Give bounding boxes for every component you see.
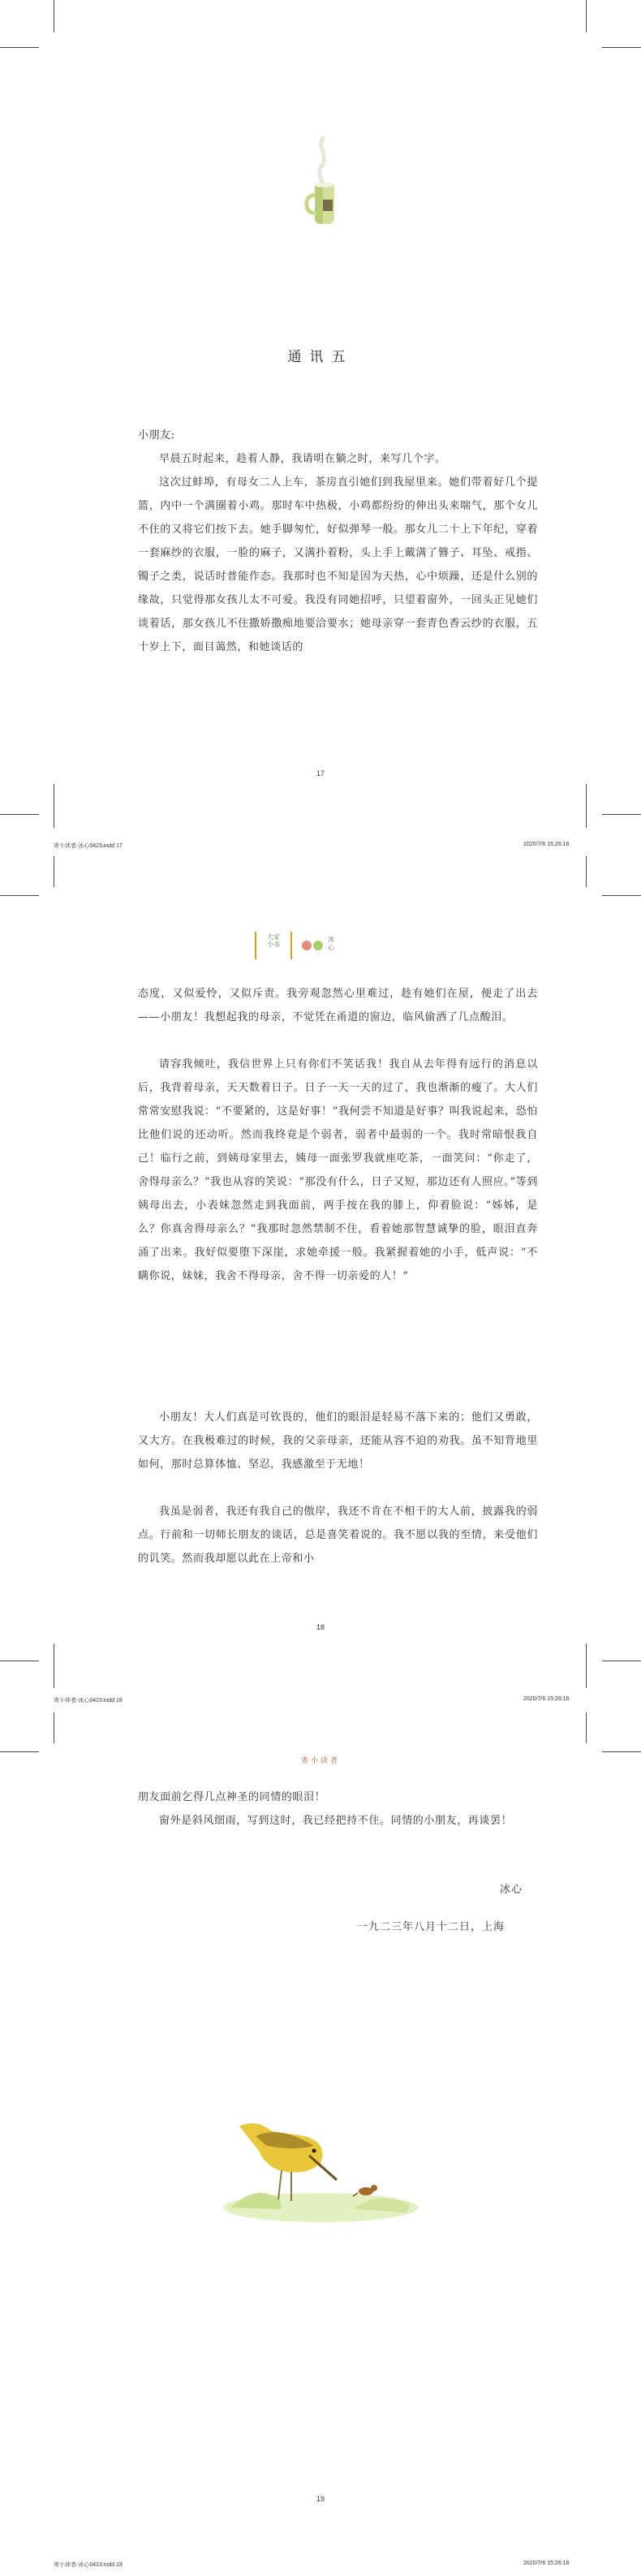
date-place: 一九二三年八月十二日，上海: [357, 1921, 505, 1933]
paragraph: 小朋友！大人们真是可钦畏的，他们的眼泪是轻易不落下来的；他们又勇敢，又大方。在我极难过的时候，我的父亲母亲，还能从容不迫的劝我。虽不知背地里如何，那时总算体恤、坚忍，我感激至于无地！: [138, 1411, 538, 1471]
paragraph: 窗外是斜风细雨，写到这时，我已经把持不住。同情的小朋友，再谈罢！: [159, 1815, 513, 1827]
series-logo: [255, 932, 292, 959]
slug-left: 寄小读者-冰心0423.indd 19: [54, 2562, 123, 2568]
chapter-title: 通讯五: [287, 349, 354, 365]
dot-icon: [302, 941, 312, 950]
page-number: 18: [316, 1623, 325, 1631]
slug-right: 2020/7/6 15:26:16: [523, 2561, 570, 2566]
tea-cup-illustration: [299, 122, 347, 227]
slug-left: 寄小读者-冰心0423.indd 18: [54, 1698, 123, 1704]
running-head: 寄小读者: [300, 1757, 340, 1765]
page-18: [0, 856, 641, 1704]
paragraph: 态度，又似爱怜，又似斥责。我旁观忽然心里难过，趁有她们在屋，便走了出去——小朋友！我想起我的母亲，不觉凭在甬道的窗边，临风偷洒了几点酸泪。: [138, 988, 538, 1023]
page-17: [0, 0, 641, 849]
paragraph: 我虽是弱者，我还有我自己的傲岸，我还不肯在不相干的大人前，披露我的弱点。行前和一切师长朋友的谈话，总是喜笑着说的。我不愿以我的至情，来受他们的讥笑。然而我却愿以此在上帝和小: [138, 1506, 538, 1565]
page-number: 19: [316, 2495, 325, 2503]
paragraph: 请容我倾吐，我信世界上只有你们不笑话我！我自从去年得有远行的消息以后，我背着母亲，天天数着日子。日子一天一天的过了，我也渐渐的瘦了。大人们常常安慰我说：“不要紧的，这是好事！”我何尝不知道是好事？叫我说起来，恐怕比他们说的还动听。然而我终竟是个弱者，弱者中最弱的一个。我时常暗恨我自己！临行之前，到姨母家里去，姨母一面张罗我就座吃茶，一面笑问：“你走了，舍得母亲么？”我也从容的笑说：“那没有什么，日子又短，那边还有人照应。”等到姨母出去，小表妹忽然走到我面前，两手按在我的膝上，仰着脸说：“姊姊，是么？你真舍得母亲么？”我那时忽然禁制不住，看着她那智慧诚挚的脸，眼泪直奔涌了出来。我好似要堕下深崖，求她牵援一般。我紧握着她的小手，低声说：“不瞒你说，妹妹，我舍不得母亲，舍不得一切亲爱的人！”: [138, 1058, 538, 1282]
salutation: 小朋友:: [138, 429, 175, 442]
page-19: [0, 1712, 641, 2576]
paragraph: 早晨五时起来，趁着人静，我请明在躺之时，来写几个字。: [159, 453, 446, 465]
paragraph: 这次过蚌埠，有母女二人上车，茶房直引她们到我屋里来。她们带着好几个提篮，内中一个满圈着小鸡。那时车中热极，小鸡都纷纷的伸出头来喘气，那个女儿不住的又将它们按下去。她手脚匆忙，好似弹琴一般。那女儿二十上下年纪，穿着一套麻纱的衣服，一脸的麻子，又满扑着粉，头上手上戴满了簪子、耳坠、戒指、镯子之类，说话时普能作态。我那时也不知是因为天热，心中烦躁，还是什么别的缘故，只觉得那女孩儿太不可爱。我没有同她招呼，只望着窗外，一回头正见她们谈着话，那女孩儿不住撒娇撒痴地要洽要水；她母亲穿一套青色香云纱的衣服，五十岁上下，面目蔼然，和她谈话的: [138, 476, 538, 653]
paragraph: 朋友面前乞得几点神圣的同情的眼泪！: [138, 1791, 326, 1803]
slug-left: 寄小读者-冰心0423.indd 17: [54, 843, 123, 849]
slug-right: 2020/7/6 15:26:16: [523, 842, 570, 847]
page-number: 17: [316, 769, 325, 778]
dot-icon: [313, 941, 323, 950]
slug-right: 2020/7/6 15:26:16: [523, 1696, 570, 1702]
bird-illustration: [207, 2086, 434, 2240]
series-logo-text: 大家小书: [267, 933, 280, 948]
header-author: 冰心: [328, 936, 334, 951]
signature: 冰心: [500, 1884, 523, 1896]
